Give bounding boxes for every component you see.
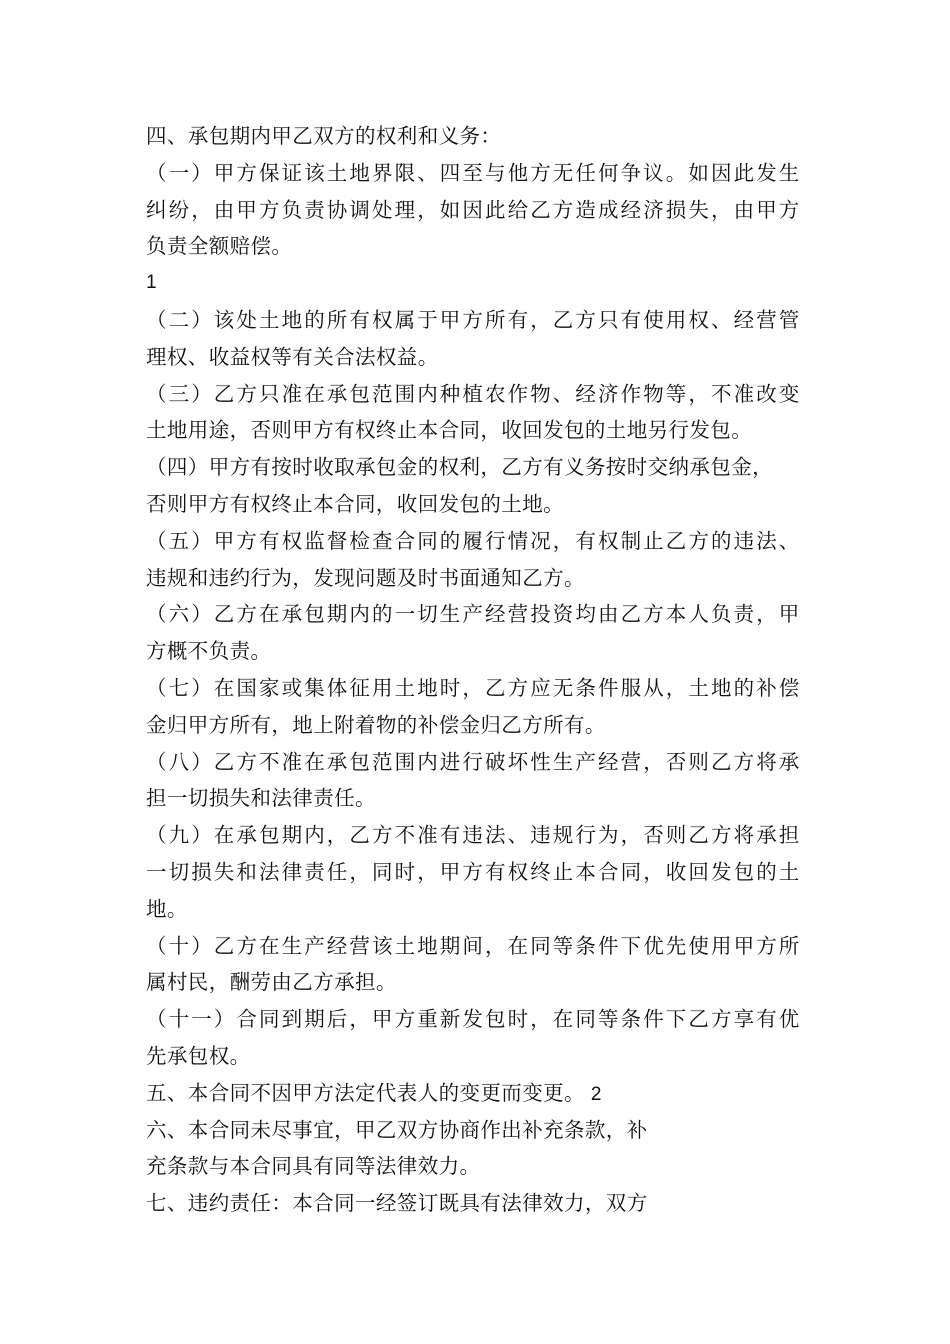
text-line: 理权、收益权等有关合法权益。 (146, 344, 439, 369)
section-line-7: 七、违约责任：本合同一经签订既具有法律效力，双方 (146, 1191, 648, 1216)
text-line: （十一）合同到期后，甲方重新发包时，在同等条件下乙方享有优 (146, 1007, 802, 1032)
text-line: 纠纷，由甲方负责协调处理，如因此给乙方造成经济损失，由甲方 (146, 197, 802, 222)
text-line: （十）乙方在生产经营该土地期间，在同等条件下优先使用甲方所 (146, 933, 802, 958)
text-line: （一）甲方保证该土地界限、四至与他方无任何争议。如因此发生 (146, 160, 802, 185)
section-line-6: 六、本合同未尽事宜，甲乙双方协商作出补充条款，补 (146, 1117, 648, 1142)
text-line: （六）乙方在承包期内的一切生产经营投资均由乙方本人负责，甲 (146, 602, 802, 627)
inline-page-number: 2 (590, 1083, 602, 1105)
text-line: （八）乙方不准在承包范围内进行破坏性生产经营，否则乙方将承 (146, 749, 802, 774)
text-line: （三）乙方只准在承包范围内种植农作物、经济作物等，不准改变 (146, 381, 802, 406)
text-line: （九）在承包期内，乙方不准有违法、违规行为，否则乙方将承担 (146, 823, 802, 848)
text-line: 金归甲方所有，地上附着物的补偿金归乙方所有。 (146, 712, 606, 737)
section-line-5 (146, 1075, 826, 1112)
text-line: 充条款与本合同具有同等法律效力。 (146, 1154, 481, 1179)
text-line: 地。 (146, 896, 188, 921)
text-line: 一切损失和法律责任，同时，甲方有权终止本合同，收回发包的土 (146, 859, 802, 884)
text-line: （七）在国家或集体征用土地时，乙方应无条件服从，土地的补偿 (146, 675, 802, 700)
text-line: 担一切损失和法律责任。 (146, 786, 376, 811)
text-line: 否则甲方有权终止本合同，收回发包的土地。 (146, 491, 564, 516)
page-number: 1 (146, 272, 157, 294)
text-line: 属村民，酬劳由乙方承担。 (146, 970, 397, 995)
document-body (146, 118, 826, 1222)
text-line: 方概不负责。 (146, 639, 272, 664)
text-line: （四）甲方有按时收取承包金的权利，乙方有义务按时交纳承包金， (146, 455, 773, 480)
text-line: 先承包权。 (146, 1043, 251, 1068)
text-line: 负责全额赔偿。 (146, 234, 293, 259)
text-line: （五）甲方有权监督检查合同的履行情况，有权制止乙方的违法、 (146, 528, 802, 553)
text-line: （二）该处土地的所有权属于甲方所有，乙方只有使用权、经营管 (146, 307, 802, 332)
section-5-text: 五、本合同不因甲方法定代表人的变更而变更。 (146, 1080, 585, 1105)
text-line: 土地用途，否则甲方有权终止本合同，收回发包的土地另行发包。 (146, 418, 753, 443)
section-heading-4: 四、承包期内甲乙双方的权利和义务： (146, 124, 502, 148)
text-line: 违规和违约行为，发现问题及时书面通知乙方。 (146, 565, 585, 590)
